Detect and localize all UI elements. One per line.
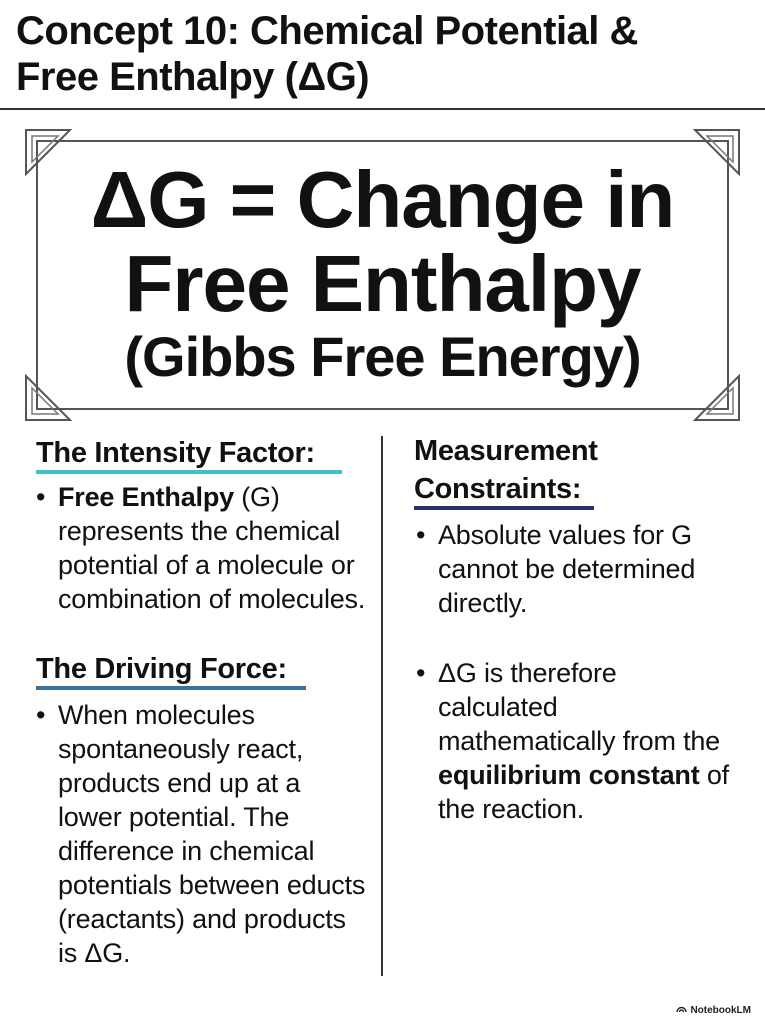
headline-line2: Free Enthalpy — [124, 239, 641, 328]
brand-watermark — [676, 1005, 751, 1016]
headline — [36, 155, 729, 388]
intensity-factor-heading: The Intensity Factor: — [36, 437, 315, 469]
intensity-factor-text: (G) represents the chemical potential of a molecule or combination of molecules. — [58, 482, 366, 614]
measurement-heading-line1: Measurement — [414, 435, 598, 467]
brand-label: NotebookLM — [690, 1005, 751, 1016]
equilibrium-constant-term: equilibrium constant — [438, 760, 700, 790]
driving-force-underline — [36, 686, 306, 690]
measurement-heading-line2: Constraints: — [414, 473, 582, 505]
free-enthalpy-term: Free Enthalpy — [58, 482, 234, 512]
absolute-values-text: Absolute values for G cannot be determined directly. — [438, 520, 696, 618]
driving-force-text: When molecules spontaneously react, products end up at a lower potential. The difference in chemical potentials between educts (reactants) and products is ΔG. — [58, 700, 366, 968]
delta-g-calc-text-post: of the reaction. — [438, 760, 729, 824]
page-title — [16, 8, 746, 100]
driving-force-bullet: • When molecules spontaneously react, products end up at a lower potential. The difference in chemical potentials between educts (reactants) and products is ΔG. — [36, 700, 366, 968]
headline-line3: (Gibbs Free Energy) — [124, 325, 641, 388]
column-divider — [381, 436, 383, 976]
page-title-line2: Free Enthalpy (ΔG) — [16, 55, 370, 99]
driving-force-heading: The Driving Force: — [36, 653, 287, 685]
headline-line1: ΔG = Change in — [90, 155, 675, 244]
page-title-line1: Concept 10: Chemical Potential & — [16, 9, 638, 53]
measurement-constraints-underline — [414, 506, 594, 510]
absolute-values-bullet: • Absolute values for G cannot be determined directly. — [416, 520, 696, 618]
title-divider — [0, 108, 765, 110]
intensity-factor-bullet: • Free Enthalpy (G) represents the chemical potential of a molecule or combination of molecules. — [36, 482, 366, 614]
notebooklm-logo-icon — [676, 1005, 687, 1016]
delta-g-calc-text-pre: ΔG is therefore calculated mathematically from the — [438, 658, 720, 756]
measurement-constraints-heading — [414, 432, 598, 508]
intensity-factor-underline — [36, 470, 342, 474]
delta-g-calculation-bullet: • ΔG is therefore calculated mathematically from the equilibrium constant of the reaction. — [416, 658, 729, 824]
